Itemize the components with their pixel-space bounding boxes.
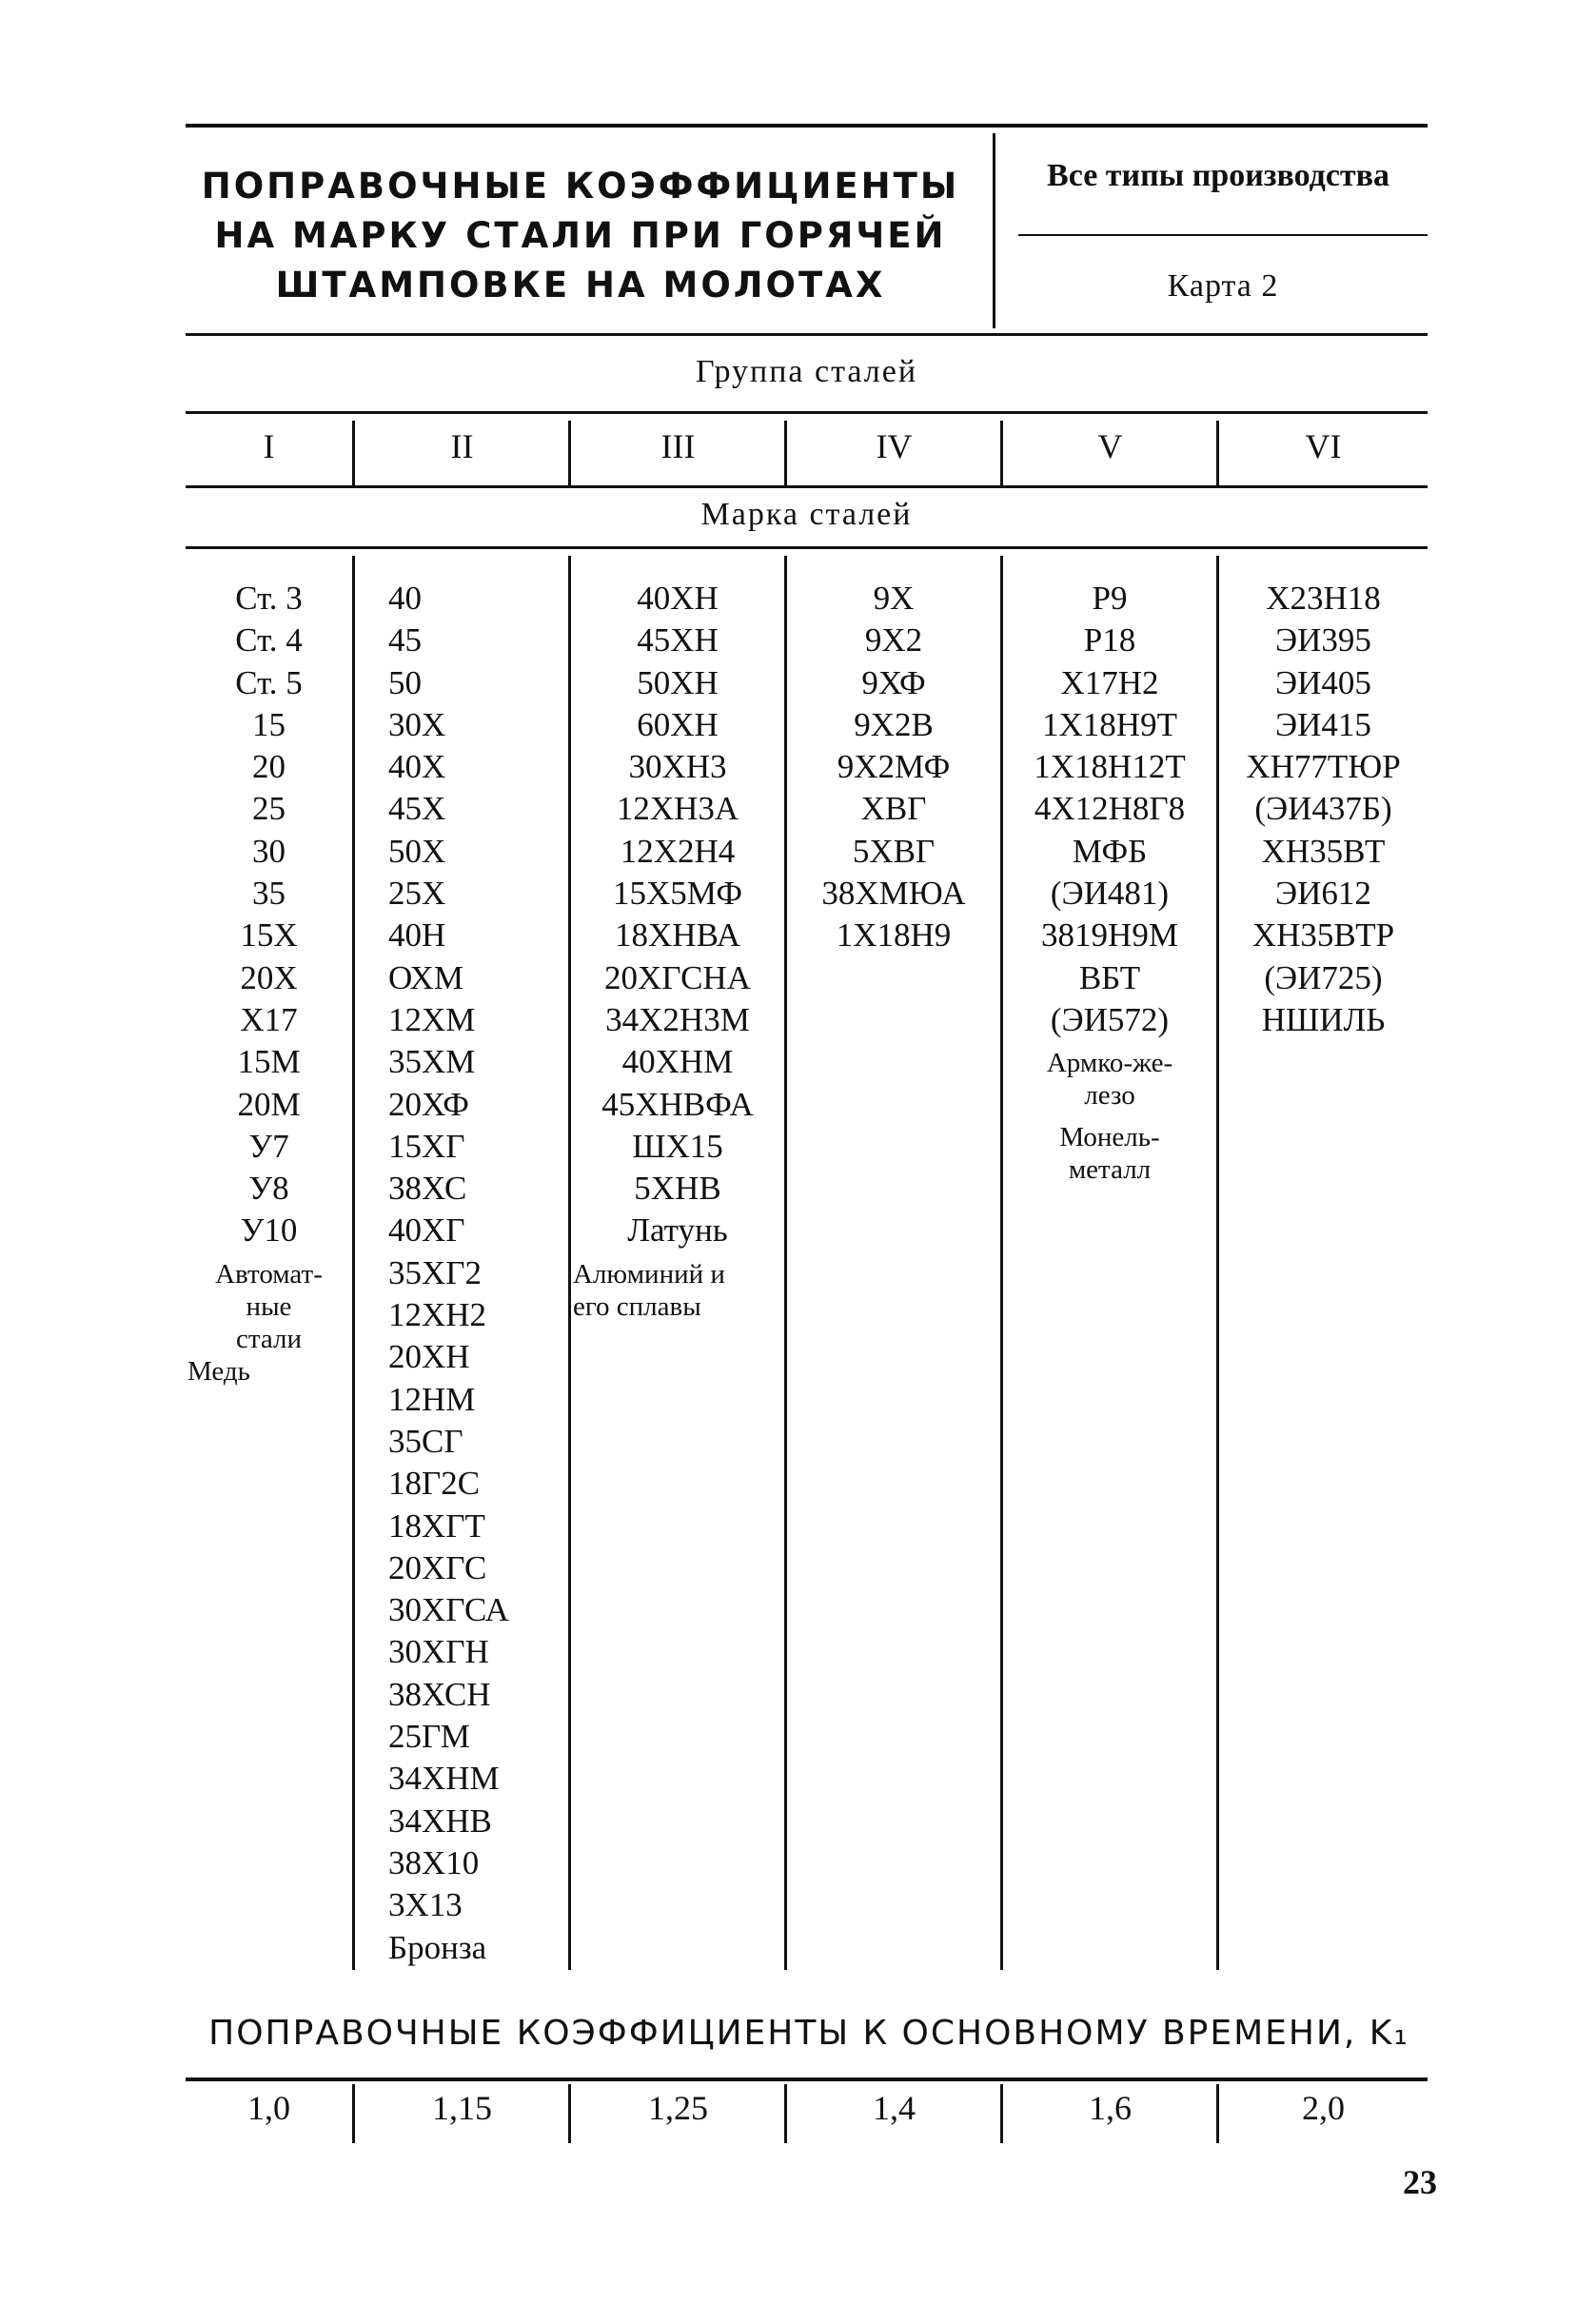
grade-cell: 20 — [252, 748, 286, 786]
grade-cell: Р18 — [1083, 621, 1136, 660]
column-5 — [1003, 578, 1216, 1186]
column-4 — [787, 578, 1000, 957]
grade-cell: ВБТ — [1078, 958, 1141, 996]
grade-cell: 12ХН3А — [616, 790, 739, 828]
grade-header-rule — [186, 546, 1428, 549]
grade-cell: 15М — [237, 1043, 301, 1081]
grade-cell: 20ХГС — [388, 1548, 487, 1586]
grade-cell: 12НМ — [388, 1380, 476, 1418]
grade-cell: 30Х — [388, 705, 446, 743]
title-line-3: ШТАМПОВКЕ НА МОЛОТАХ — [275, 265, 886, 305]
page-title — [190, 162, 971, 310]
grade-cell: 50ХН — [637, 663, 719, 701]
grade-cell: Ст. 5 — [235, 663, 303, 701]
grade-cell: 40Н — [388, 916, 446, 955]
title-line-2: НА МАРКУ СТАЛИ ПРИ ГОРЯЧЕЙ — [214, 215, 947, 256]
page-number: 23 — [1403, 2163, 1437, 2201]
grade-cell: 12ХН2 — [388, 1296, 487, 1334]
grade-cell: Ст. 3 — [235, 580, 303, 617]
grade-cell: ХН77ТЮР — [1246, 748, 1401, 786]
grade-cell: (ЭИ572) — [1050, 1000, 1170, 1038]
grade-cell: 9ХФ — [861, 663, 926, 701]
grade-cell: 38ХМЮА — [821, 875, 966, 913]
grade-note: Алюминий и — [573, 1258, 725, 1290]
grade-cell: Р9 — [1092, 580, 1128, 617]
grade-cell: 50Х — [388, 832, 446, 870]
col-divider-3a — [784, 421, 787, 485]
grade-cell: 45ХНВФА — [601, 1085, 754, 1123]
coefficient-5: 1,6 — [1089, 2089, 1132, 2127]
grade-cell: 35СГ — [388, 1422, 463, 1460]
grade-note: лезо — [1084, 1080, 1135, 1112]
grade-note: его сплавы — [573, 1290, 701, 1322]
grade-cell: 40ХГ — [388, 1211, 465, 1250]
grade-cell: Х17Н2 — [1060, 663, 1159, 701]
grade-cell: Х17 — [240, 1000, 298, 1038]
group-label-5: V — [1097, 427, 1123, 465]
grade-cell: У8 — [248, 1170, 289, 1208]
grade-cell: 9Х — [873, 580, 915, 617]
coefficient-4: 1,4 — [873, 2089, 916, 2127]
grade-cell: 15Х5МФ — [612, 875, 743, 913]
grade-cell: 34ХНМ — [388, 1760, 500, 1798]
grade-cell: (ЭИ481) — [1050, 875, 1170, 913]
col-divider-5a — [1216, 421, 1219, 485]
production-type: Все типы производства — [1047, 158, 1389, 193]
grade-cell: ЭИ612 — [1275, 875, 1371, 913]
grade-cell: 1Х18Н9 — [836, 916, 952, 955]
coefficient-3: 1,25 — [648, 2089, 708, 2127]
grade-cell: ШХ15 — [632, 1127, 723, 1165]
grade-cell: 30ХН3 — [628, 748, 727, 786]
grade-note: Монель- — [1059, 1122, 1160, 1153]
grade-cell: ЭИ415 — [1275, 705, 1371, 743]
grade-cell: 38ХС — [388, 1170, 467, 1208]
grade-cell: 4Х12Н8Г8 — [1034, 790, 1186, 828]
grade-cell: 18ХГТ — [388, 1506, 485, 1545]
grade-cell: 35 — [252, 875, 286, 913]
grade-cell: У10 — [240, 1211, 298, 1250]
group-header-rule — [186, 411, 1428, 414]
header-divider — [993, 133, 995, 328]
group-label-1: I — [263, 427, 275, 465]
grade-cell: 18Г2С — [388, 1465, 481, 1503]
coefficient-title: ПОПРАВОЧНЫЕ КОЭФФИЦИЕНТЫ К ОСНОВНОМУ ВРЕМЕНИ, K₁ — [208, 2014, 1409, 2053]
col-divider-2a — [568, 421, 571, 485]
grade-cell: 25ГМ — [388, 1718, 470, 1756]
group-label-6: VI — [1305, 427, 1342, 465]
grade-cell: Латунь — [627, 1211, 728, 1250]
group-label-2: II — [450, 427, 474, 465]
grade-cell: 15Х — [240, 916, 298, 955]
grade-cell: НШИЛЬ — [1261, 1000, 1386, 1038]
grade-cell: Ст. 4 — [235, 621, 303, 660]
grade-cell: 20М — [237, 1085, 301, 1123]
col-divider-4a — [1000, 421, 1003, 485]
grade-note: Автомат- — [215, 1258, 323, 1290]
grade-cell: 40ХНМ — [621, 1043, 734, 1081]
grade-cell: 30 — [252, 832, 286, 870]
grade-cell: 45 — [388, 621, 422, 660]
grade-cell: (ЭИ725) — [1264, 958, 1383, 996]
grade-cell: 20ХН — [388, 1338, 470, 1376]
grade-cell: 45ХН — [637, 621, 719, 660]
group-label-3: III — [660, 427, 696, 465]
grade-cell: 30ХГСА — [388, 1591, 509, 1629]
grade-cell: 9Х2 — [864, 621, 923, 660]
grade-cell: 40Х — [388, 748, 446, 786]
grade-cell: 3Х13 — [388, 1886, 463, 1924]
grade-cell: У7 — [248, 1127, 289, 1165]
grade-cell: ОХМ — [388, 958, 463, 996]
grade-cell: Х23Н18 — [1266, 580, 1381, 617]
grade-cell: 34ХНВ — [388, 1802, 492, 1840]
grade-cell: 45Х — [388, 790, 446, 828]
grade-cell: ЭИ395 — [1275, 621, 1371, 660]
coefficient-1: 1,0 — [247, 2089, 290, 2127]
grade-cell: 38Х10 — [388, 1843, 480, 1881]
header-bottom-rule — [186, 333, 1428, 336]
grade-cell: 25 — [252, 790, 286, 828]
column-1 — [186, 578, 352, 1388]
coefficient-rule — [186, 2078, 1428, 2081]
grade-cell: МФБ — [1072, 832, 1148, 870]
grade-cell: Бронза — [388, 1928, 487, 1966]
grade-note: металл — [1068, 1154, 1152, 1186]
coef-divider-1 — [352, 2084, 355, 2143]
coef-divider-4 — [1000, 2084, 1003, 2143]
column-6 — [1219, 578, 1428, 1041]
grade-note: ные — [246, 1290, 292, 1322]
grade-cell: 9Х2В — [854, 705, 934, 743]
grade-cell: 9Х2МФ — [837, 748, 951, 786]
grade-cell: 18ХНВА — [615, 916, 740, 955]
steel-group-header: Группа сталей — [695, 354, 918, 389]
grade-cell: 20Х — [240, 958, 298, 996]
coef-divider-2 — [568, 2084, 571, 2143]
grade-cell: 20ХФ — [388, 1085, 469, 1123]
coef-divider-5 — [1216, 2084, 1219, 2143]
grade-note: Медь — [187, 1355, 250, 1387]
coefficient-2: 1,15 — [432, 2089, 492, 2127]
grade-cell: 1Х18Н9Т — [1042, 705, 1177, 743]
grade-note: стали — [235, 1323, 303, 1354]
grade-note: Армко-же- — [1046, 1048, 1173, 1079]
title-line-1: ПОПРАВОЧНЫЕ КОЭФФИЦИЕНТЫ — [201, 166, 960, 207]
steel-grade-header: Марка сталей — [700, 497, 913, 532]
column-3 — [571, 578, 784, 1323]
grade-cell: 3819Н9М — [1041, 916, 1178, 955]
grade-cell: 40 — [388, 580, 422, 617]
production-rule — [1018, 234, 1428, 236]
column-2 — [388, 578, 564, 1969]
grade-cell: 60ХН — [637, 705, 719, 743]
grade-cell: 38ХСН — [388, 1675, 491, 1713]
grade-cell: 35ХГ2 — [388, 1253, 483, 1291]
grade-cell: ЭИ405 — [1275, 663, 1371, 701]
grade-cell: ХН35ВТР — [1251, 916, 1395, 955]
grade-cell: 30ХГН — [388, 1633, 489, 1671]
grade-cell: 35ХМ — [388, 1043, 476, 1081]
grade-cell: 1Х18Н12Т — [1034, 748, 1186, 786]
grade-cell: (ЭИ437Б) — [1254, 790, 1392, 828]
grade-cell: ХН35ВТ — [1261, 832, 1386, 870]
grade-cell: 34Х2Н3М — [605, 1000, 750, 1038]
coef-divider-3 — [784, 2084, 787, 2143]
group-labels-rule — [186, 485, 1428, 488]
grade-cell: 15 — [252, 705, 286, 743]
card-number: Карта 2 — [1167, 268, 1279, 304]
col-divider-1a — [352, 421, 355, 485]
grade-cell: ХВГ — [860, 790, 927, 828]
grade-cell: 15ХГ — [388, 1127, 465, 1165]
grade-cell: 12ХМ — [388, 1000, 476, 1038]
grade-cell: 40ХН — [637, 580, 719, 617]
grade-cell: 12Х2Н4 — [620, 832, 736, 870]
grade-cell: 20ХГСНА — [604, 958, 751, 996]
grade-cell: 25Х — [388, 875, 446, 913]
grade-cell: 50 — [388, 663, 422, 701]
grade-cell: 5ХНВ — [634, 1170, 721, 1208]
top-rule — [186, 124, 1428, 128]
grade-cell: 5ХВГ — [852, 832, 936, 870]
coefficient-6: 2,0 — [1302, 2089, 1345, 2127]
group-label-4: IV — [876, 427, 913, 465]
col-divider-1 — [352, 556, 355, 1970]
